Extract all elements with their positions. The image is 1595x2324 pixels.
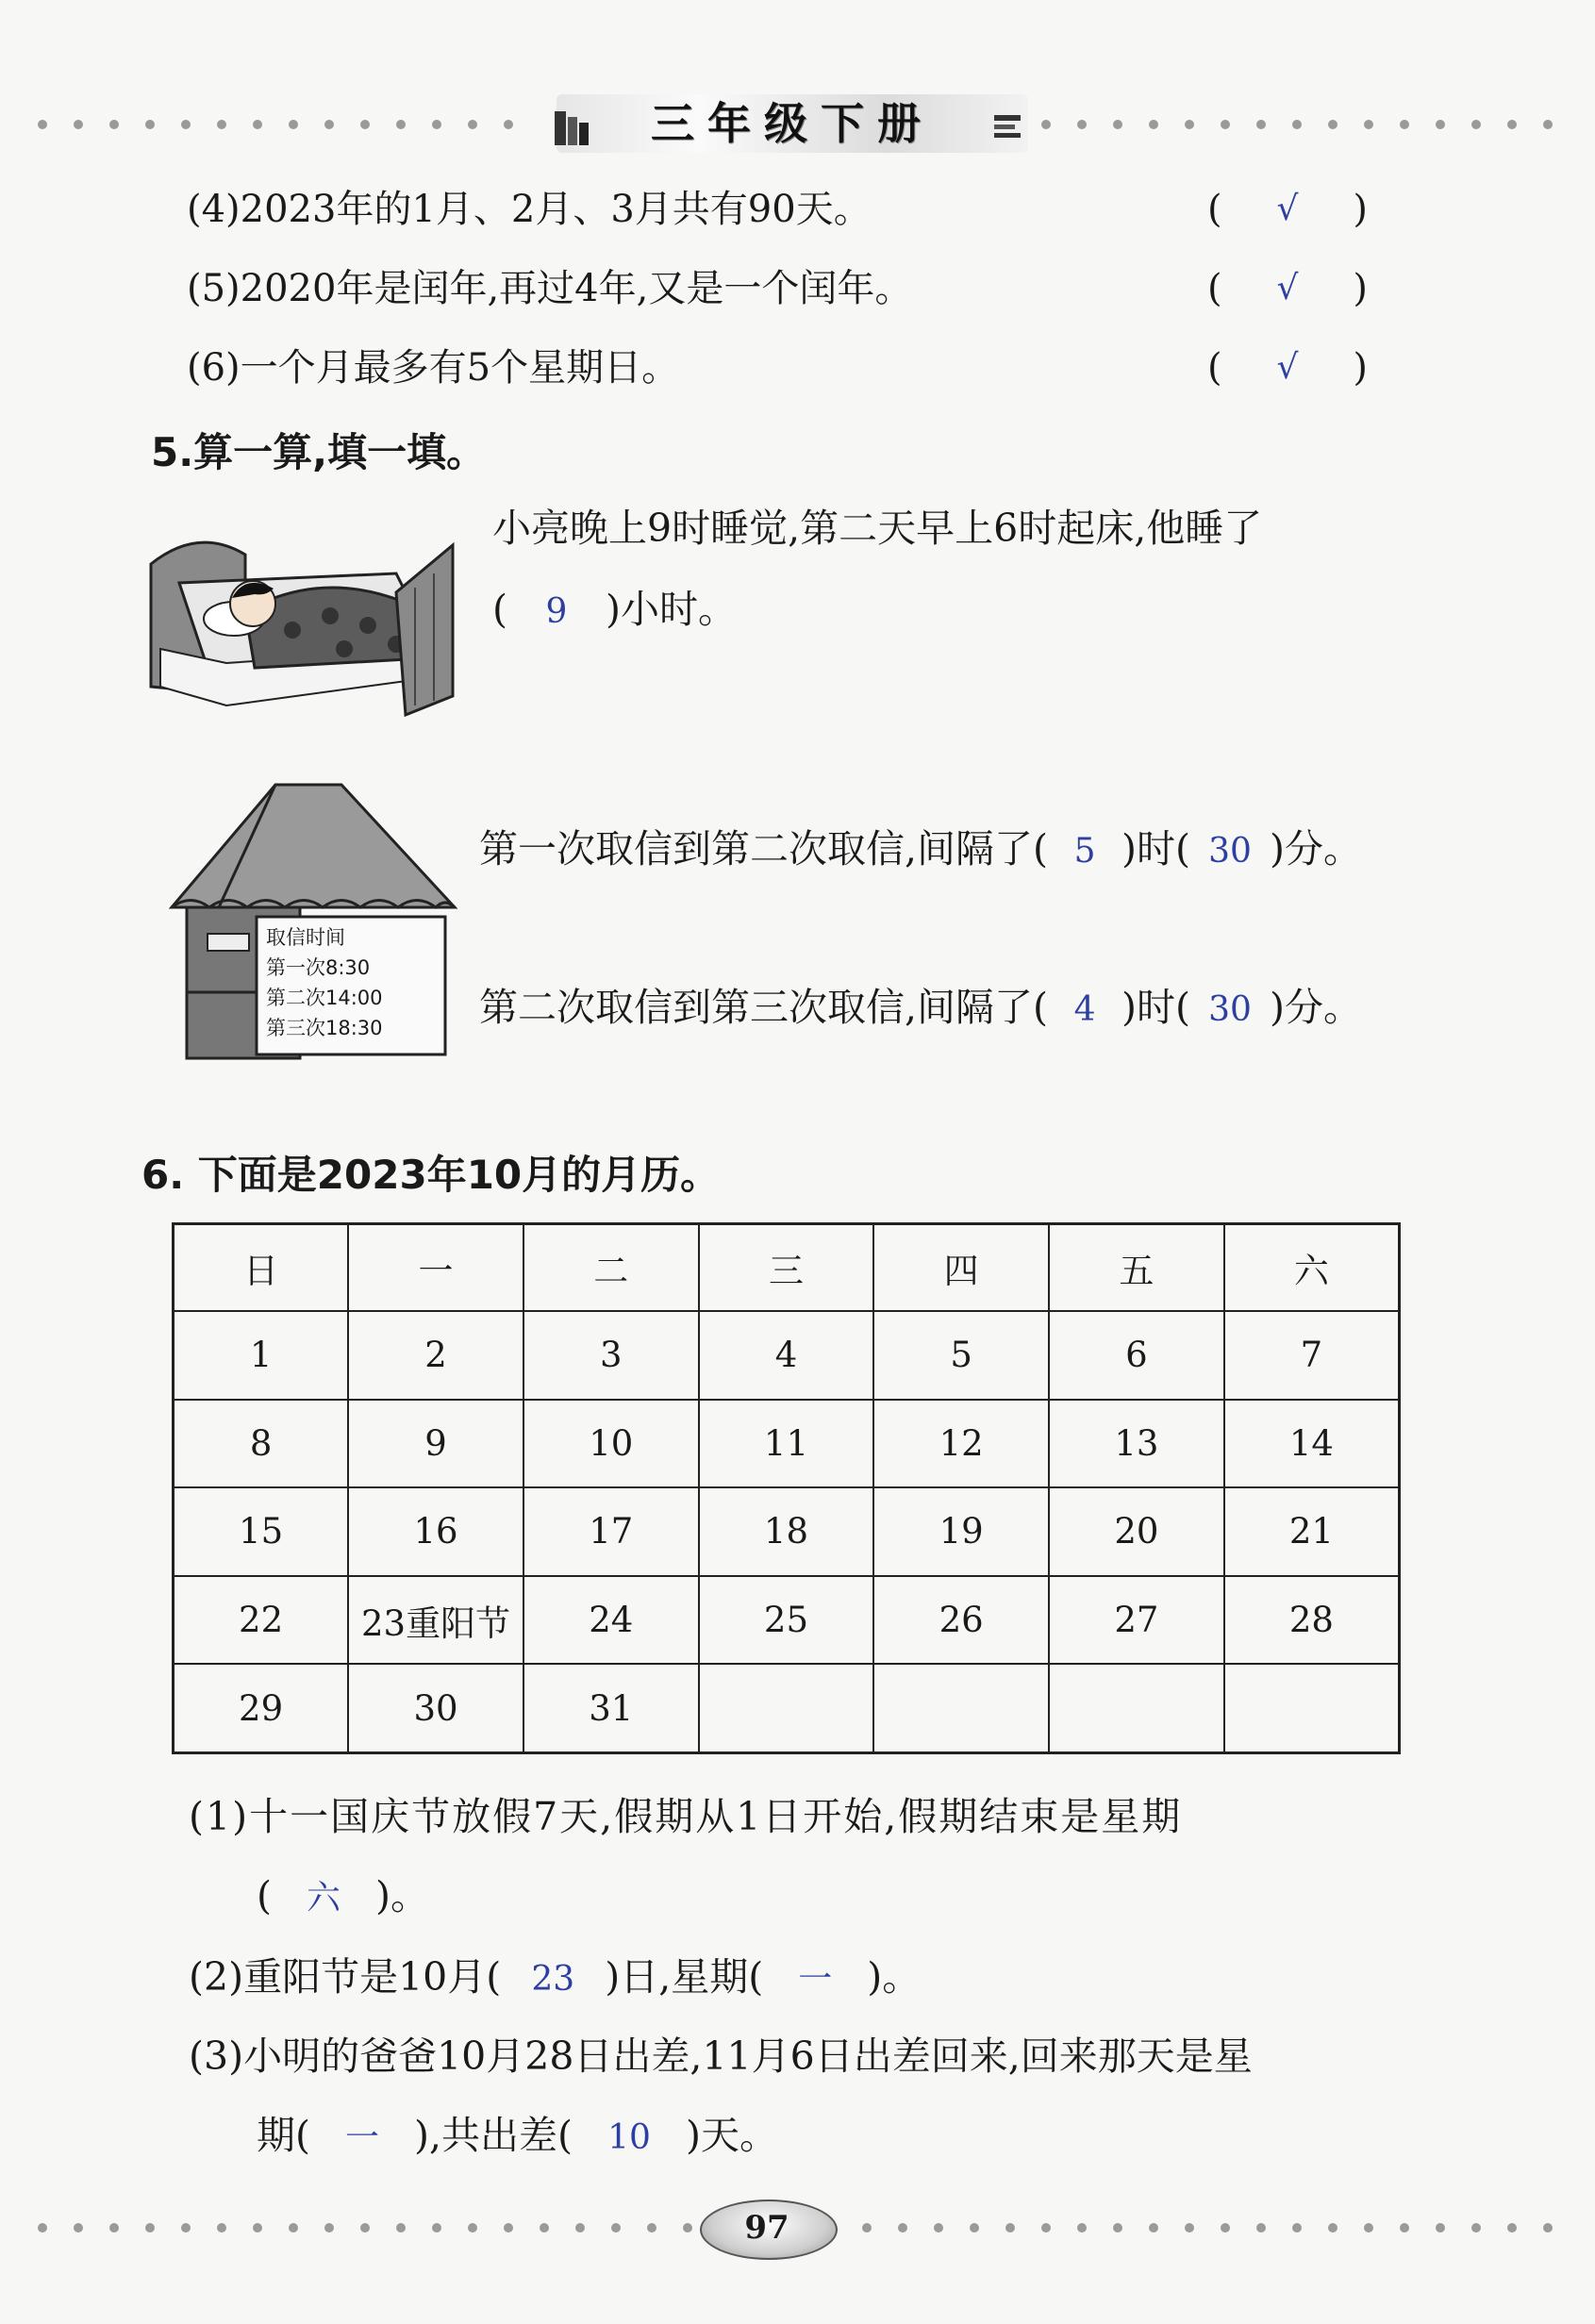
decorative-dot: [468, 120, 477, 129]
decorative-dot: [683, 2223, 692, 2233]
calendar-day-cell: 12: [873, 1400, 1049, 1488]
calendar-day-cell: 19: [873, 1487, 1049, 1576]
decorative-dot: [360, 2223, 370, 2233]
decorative-dot: [1221, 120, 1230, 129]
decorative-dot: [1185, 120, 1194, 129]
calendar-day-cell: [1049, 1664, 1224, 1752]
decorative-dot: [253, 120, 262, 129]
decorative-dot: [1149, 120, 1158, 129]
calendar-day-cell: 4: [699, 1311, 874, 1400]
calendar-question-3-line2: 期( 一 ),共出差( 10 )天。: [257, 2107, 778, 2166]
sleep-question-line2: ( 9 )小时。: [492, 581, 737, 640]
decorative-dot: [1328, 2223, 1337, 2233]
q1-weekday-answer: 六: [306, 1879, 341, 1917]
section-6-title: 6. 下面是2023年10月的月历。: [141, 1152, 721, 1198]
decorative-dot: [109, 120, 119, 129]
decorative-dot: [109, 2223, 119, 2233]
decorative-dot: [1507, 120, 1517, 129]
decorative-dot: [181, 120, 191, 129]
decorative-dot: [360, 120, 370, 129]
decorative-dot: [145, 2223, 155, 2233]
sign-line-3: 第三次18:30: [266, 1017, 383, 1039]
judgment-5-text: (5)2020年是闰年,再过4年,又是一个闰年。: [187, 267, 913, 310]
decorative-dot: [217, 2223, 226, 2233]
calendar-day-cell: 10: [523, 1400, 699, 1488]
weekday-header: 六: [1224, 1224, 1400, 1312]
decorative-dot: [289, 2223, 298, 2233]
decorative-dot: [74, 120, 83, 129]
decorative-dot: [1400, 120, 1409, 129]
decorative-dot: [862, 2223, 872, 2233]
calendar-day-cell: 28: [1224, 1576, 1400, 1665]
decorative-dot: [1543, 2223, 1553, 2233]
weekday-header: 二: [523, 1224, 699, 1312]
calendar-day-cell: 1: [174, 1311, 349, 1400]
calendar-day-cell: 30: [348, 1664, 523, 1752]
book-stack-icon: [553, 104, 590, 147]
decorative-dot: [1077, 2223, 1087, 2233]
mailbox-question-2: 第二次取信到第三次取信,间隔了( 4 )时( 30 )分。: [479, 979, 1362, 1038]
sign-line-1: 第一次8:30: [266, 956, 371, 979]
sign-line-2: 第二次14:00: [266, 987, 383, 1009]
calendar-day-cell: 17: [523, 1487, 699, 1576]
calendar-day-cell: 27: [1049, 1576, 1224, 1665]
q3-weekday-answer: 一: [344, 2118, 379, 2157]
october-2023-calendar: [172, 1222, 1401, 1754]
q2-minutes-answer: 30: [1208, 990, 1252, 1029]
check-mark: √: [1276, 269, 1299, 307]
calendar-day-cell: 13: [1049, 1400, 1224, 1488]
decorative-dot: [181, 2223, 191, 2233]
sign-title: 取信时间: [266, 926, 345, 949]
sleep-question-line1: 小亮晚上9时睡觉,第二天早上6时起床,他睡了: [492, 506, 1263, 551]
calendar-day-cell: [699, 1664, 874, 1752]
calendar-day-cell: 29: [174, 1664, 349, 1752]
sleep-hours-answer: 9: [545, 592, 568, 631]
weekday-header: 一: [348, 1224, 523, 1312]
judgment-4-text: (4)2023年的1月、2月、3月共有90天。: [187, 188, 872, 231]
decorative-dot: [38, 120, 47, 129]
decorative-dot: [324, 120, 334, 129]
decorative-dot: [1507, 2223, 1517, 2233]
decorative-dot: [432, 2223, 441, 2233]
decorative-dot: [1185, 2223, 1194, 2233]
calendar-day-cell: 2: [348, 1311, 523, 1400]
q2-weekday-answer: 一: [798, 1960, 833, 1999]
weekday-header: 日: [174, 1224, 349, 1312]
pencil-deco-icon: [992, 109, 1024, 141]
calendar-question-1-line1: (1)十一国庆节放假7天,假期从1日开始,假期结束是星期: [189, 1794, 1183, 1839]
calendar-day-cell: 15: [174, 1487, 349, 1576]
calendar-day-cell: 23重阳节: [348, 1576, 523, 1665]
decorative-dot: [1471, 2223, 1481, 2233]
decorative-dot: [970, 2223, 979, 2233]
decorative-dot: [898, 2223, 907, 2233]
q2-day-answer: 23: [531, 1960, 575, 1999]
calendar-day-cell: 9: [348, 1400, 523, 1488]
decorative-dot: [289, 120, 298, 129]
calendar-week-row: [174, 1664, 1400, 1752]
decorative-dot: [1364, 120, 1373, 129]
calendar-day-cell: 8: [174, 1400, 349, 1488]
calendar-header-row: [174, 1224, 1400, 1312]
decorative-dot: [253, 2223, 262, 2233]
decorative-dot: [1436, 2223, 1445, 2233]
decorative-dot: [1436, 120, 1445, 129]
weekday-header: 四: [873, 1224, 1049, 1312]
decorative-dot: [611, 2223, 621, 2233]
calendar-day-cell: 11: [699, 1400, 874, 1488]
calendar-week-row: [174, 1487, 1400, 1576]
decorative-dot: [1149, 2223, 1158, 2233]
calendar-day-cell: [1224, 1664, 1400, 1752]
check-mark: √: [1276, 348, 1299, 387]
pickup-time-sign: [266, 922, 445, 1043]
decorative-dot: [647, 2223, 656, 2233]
calendar-day-cell: 22: [174, 1576, 349, 1665]
decorative-dot: [504, 120, 513, 129]
calendar-week-row: [174, 1400, 1400, 1488]
page-number: 97: [744, 2209, 789, 2247]
calendar-day-cell: 21: [1224, 1487, 1400, 1576]
decorative-dot: [74, 2223, 83, 2233]
decorative-dot: [1400, 2223, 1409, 2233]
q1-minutes-answer: 30: [1208, 832, 1252, 871]
decorative-dot: [1005, 2223, 1015, 2233]
q3-days-answer: 10: [607, 2118, 651, 2157]
q2-hours-answer: 4: [1073, 990, 1096, 1029]
decorative-dot: [1328, 120, 1337, 129]
decorative-dot: [38, 2223, 47, 2233]
calendar-day-cell: 6: [1049, 1311, 1224, 1400]
calendar-day-cell: 24: [523, 1576, 699, 1665]
decorative-dot: [468, 2223, 477, 2233]
decorative-dot: [1077, 120, 1087, 129]
calendar-question-2: (2)重阳节是10月( 23 )日,星期( 一 )。: [189, 1949, 921, 2008]
sleeping-child-bed-illustration: [141, 507, 462, 726]
decorative-dot: [1256, 120, 1266, 129]
calendar-day-cell: 26: [873, 1576, 1049, 1665]
calendar-question-1-line2: ( 六 )。: [257, 1868, 429, 1927]
decorative-dot: [396, 120, 406, 129]
q1-hours-answer: 5: [1073, 832, 1096, 871]
judgment-6-text: (6)一个月最多有5个星期日。: [187, 346, 680, 390]
calendar-day-cell: 3: [523, 1311, 699, 1400]
decorative-dot: [432, 120, 441, 129]
decorative-dot: [1292, 120, 1302, 129]
calendar-question-3-line1: (3)小明的爸爸10月28日出差,11月6日出差回来,回来那天是星: [189, 2034, 1253, 2079]
worksheet-page: 三年级下册 (4)2023年的1月、2月、3月共有90天。 ( √ ) (5)2020年是闰年,再过4年,又是一个闰年。 ( √ ) (6)一个月最多有5个星期日。 ( √ ) 5.算一算,填一填。 小亮晚上9时睡觉,第二天早上6时起床,他睡了 ( 9 )小时。 取信时间 第一次8:30 第二次14:00 第三次18:30 第一次取信到第二次取信,间隔了( 5 )时( 30 )分。 第二次取信到第三次取信,间隔了( 4 )时( 30 )分。 6. 下面是2023年10月的月历。 日 一 二 三 四 五 六 1 2 3 4 5 6 7 8 9 10 11 12 13 14 15 16 17 18 19 20 21 22 23重阳节 24 25 26 27 28 29 30 31 (1)十一国庆节放假7天,假期从1日开始,假期结束是星期 ( 六 )。 (2)重阳节是10月( 23 )日,星期( 一 )。 (3)小明的爸爸10月28日出差,11月6日出差回来,回来那天是星 期( 一 ),共出差( 10 )天。 97: [0, 0, 1595, 2324]
calendar-day-cell: [873, 1664, 1049, 1752]
calendar-day-cell: 20: [1049, 1487, 1224, 1576]
calendar-week-row: [174, 1576, 1400, 1665]
section-5-title: 5.算一算,填一填。: [151, 429, 487, 475]
decorative-dot: [324, 2223, 334, 2233]
decorative-dot: [1471, 120, 1481, 129]
decorative-dot: [575, 2223, 585, 2233]
decorative-dot: [396, 2223, 406, 2233]
decorative-dot: [1221, 2223, 1230, 2233]
calendar-day-cell: 7: [1224, 1311, 1400, 1400]
weekday-header: 三: [699, 1224, 874, 1312]
check-mark: √: [1276, 190, 1299, 228]
decorative-dot: [1113, 2223, 1122, 2233]
weekday-header: 五: [1049, 1224, 1224, 1312]
decorative-dot: [540, 2223, 549, 2233]
decorative-dot: [1256, 2223, 1266, 2233]
calendar-day-cell: 16: [348, 1487, 523, 1576]
header-title: 三年级下册: [651, 98, 934, 149]
calendar-day-cell: 14: [1224, 1400, 1400, 1488]
decorative-dot: [1364, 2223, 1373, 2233]
decorative-dot: [217, 120, 226, 129]
decorative-dot: [1041, 120, 1051, 129]
calendar-day-cell: 5: [873, 1311, 1049, 1400]
decorative-dot: [1041, 2223, 1051, 2233]
mailbox-question-1: 第一次取信到第二次取信,间隔了( 5 )时( 30 )分。: [479, 821, 1362, 880]
calendar-day-cell: 25: [699, 1576, 874, 1665]
decorative-dot: [1543, 120, 1553, 129]
calendar-day-cell: 31: [523, 1664, 699, 1752]
decorative-dot: [1292, 2223, 1302, 2233]
decorative-dot: [504, 2223, 513, 2233]
decorative-dot: [934, 2223, 943, 2233]
decorative-dot: [145, 120, 155, 129]
decorative-dot: [1113, 120, 1122, 129]
calendar-day-cell: 18: [699, 1487, 874, 1576]
calendar-week-row: [174, 1311, 1400, 1400]
